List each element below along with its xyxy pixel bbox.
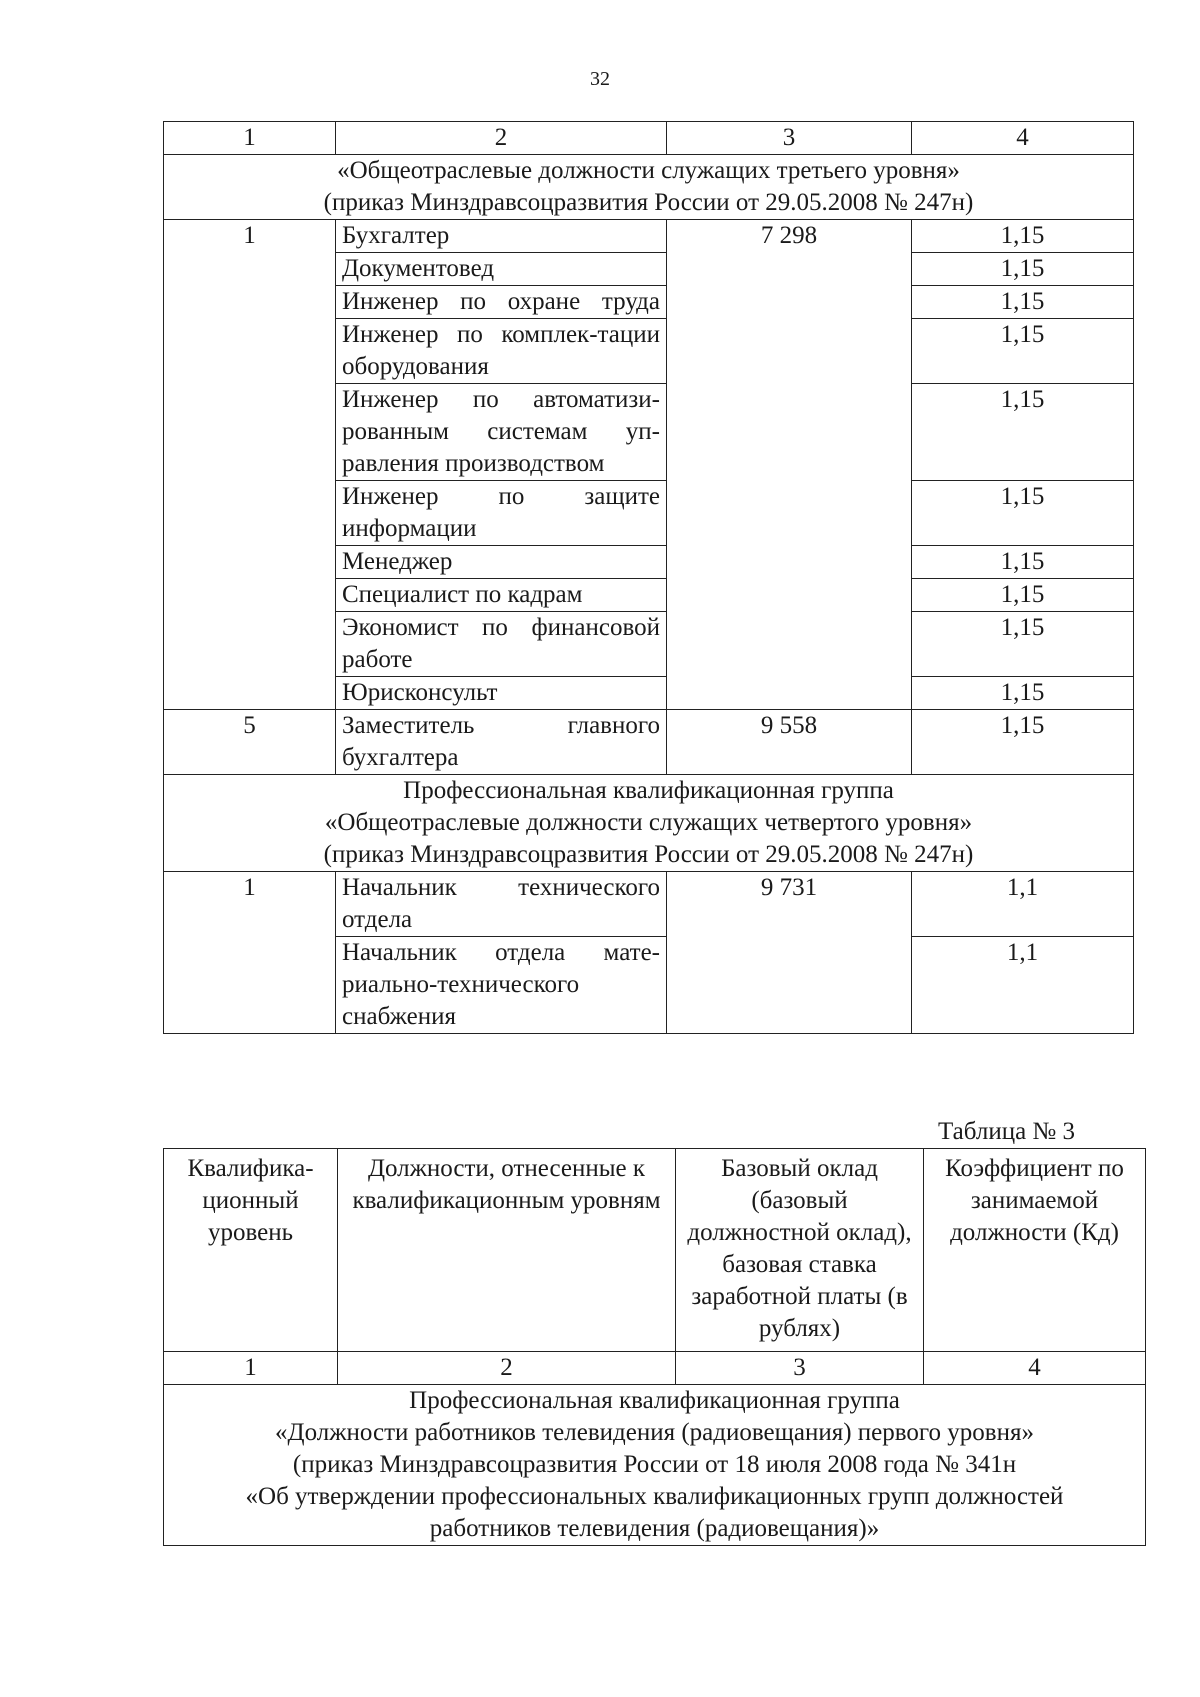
coefficient: 1,15: [912, 546, 1134, 579]
position-name: Инженер по комплек-тации оборудования: [336, 319, 667, 384]
group-heading-line: «Общеотраслевые должности служащих четвертого уровня»: [324, 809, 973, 836]
group-heading: [164, 775, 1134, 872]
group-heading-row: [164, 775, 1134, 872]
position-name: Экономист по финансовой работе: [336, 612, 667, 677]
column-number: 2: [338, 1352, 676, 1385]
coefficient: 1,15: [912, 286, 1134, 319]
coefficient: 1,15: [912, 220, 1134, 253]
column-number: 3: [667, 122, 912, 155]
column-number: 4: [912, 122, 1134, 155]
column-header: Квалифика-ционный уровень: [164, 1149, 338, 1352]
column-number: 3: [676, 1352, 924, 1385]
group-heading-line: работников телевидения (радиовещания)»: [429, 1515, 880, 1542]
column-number: 1: [164, 1352, 338, 1385]
page-number: 32: [590, 68, 610, 90]
base-salary: 9 558: [667, 710, 912, 775]
group-heading-line: Профессиональная квалификационная группа: [403, 777, 894, 804]
position-name: Начальник отдела мате-риально-технического снабжения: [336, 937, 667, 1034]
table-row: [164, 220, 1134, 253]
table-caption: Таблица № 3: [938, 1118, 1076, 1145]
column-header: Должности, отнесенные к квалификационным уровням: [338, 1149, 676, 1352]
qualification-level: 5: [164, 710, 336, 775]
group-heading-line: (приказ Минздравсоцразвития России от 29.05.2008 № 247н): [323, 841, 974, 868]
coefficient: 1,1: [912, 872, 1134, 937]
position-name: Специалист по кадрам: [336, 579, 667, 612]
position-name: Менеджер: [336, 546, 667, 579]
column-header: Базовый оклад (базовый должностной оклад), базовая ставка заработной платы (в рублях): [676, 1149, 924, 1352]
coefficient: 1,1: [912, 937, 1134, 1034]
qualification-level: 1: [164, 872, 336, 1034]
column-number-row: [164, 122, 1134, 155]
coefficient: 1,15: [912, 710, 1134, 775]
coefficient: 1,15: [912, 579, 1134, 612]
position-name: Заместитель главного бухгалтера: [336, 710, 667, 775]
base-salary: 9 731: [667, 872, 912, 1034]
coefficient: 1,15: [912, 384, 1134, 481]
group-heading-line: «Общеотраслевые должности служащих третьего уровня»: [337, 157, 960, 184]
coefficient: 1,15: [912, 677, 1134, 710]
position-name: Юрисконсульт: [336, 677, 667, 710]
group-heading-line: (приказ Минздравсоцразвития России от 29.05.2008 № 247н): [323, 189, 974, 216]
group-heading-row: [164, 1385, 1146, 1546]
group-heading-line: «Об утверждении профессиональных квалификационных групп должностей: [245, 1483, 1064, 1510]
group-heading: [164, 1385, 1146, 1546]
column-header: Коэффициент по занимаемой должности (Кд): [924, 1149, 1146, 1352]
coefficient: 1,15: [912, 481, 1134, 546]
column-number: 2: [336, 122, 667, 155]
column-number: 1: [164, 122, 336, 155]
position-name: Инженер по защите информации: [336, 481, 667, 546]
salary-table-continued: [163, 121, 1134, 1034]
position-name: Начальник технического отдела: [336, 872, 667, 937]
group-heading-line: Профессиональная квалификационная группа: [409, 1387, 900, 1414]
qualification-level: 1: [164, 220, 336, 710]
table-3: [163, 1148, 1146, 1546]
position-name: Инженер по автоматизи-рованным системам уп-равления производством: [336, 384, 667, 481]
table-row: [164, 872, 1134, 937]
coefficient: 1,15: [912, 253, 1134, 286]
base-salary: 7 298: [667, 220, 912, 710]
coefficient: 1,15: [912, 612, 1134, 677]
coefficient: 1,15: [912, 319, 1134, 384]
header-row: [164, 1149, 1146, 1352]
position-name: Документовед: [336, 253, 667, 286]
column-number-row: [164, 1352, 1146, 1385]
group-heading: [164, 155, 1134, 220]
position-name: Инженер по охране труда: [336, 286, 667, 319]
group-heading-line: (приказ Минздравсоцразвития России от 18 июля 2008 года № 341н: [292, 1451, 1017, 1478]
group-heading-line: «Должности работников телевидения (радиовещания) первого уровня»: [275, 1419, 1034, 1446]
column-number: 4: [924, 1352, 1146, 1385]
position-name: Бухгалтер: [336, 220, 667, 253]
group-heading-row: [164, 155, 1134, 220]
table-row: [164, 710, 1134, 775]
